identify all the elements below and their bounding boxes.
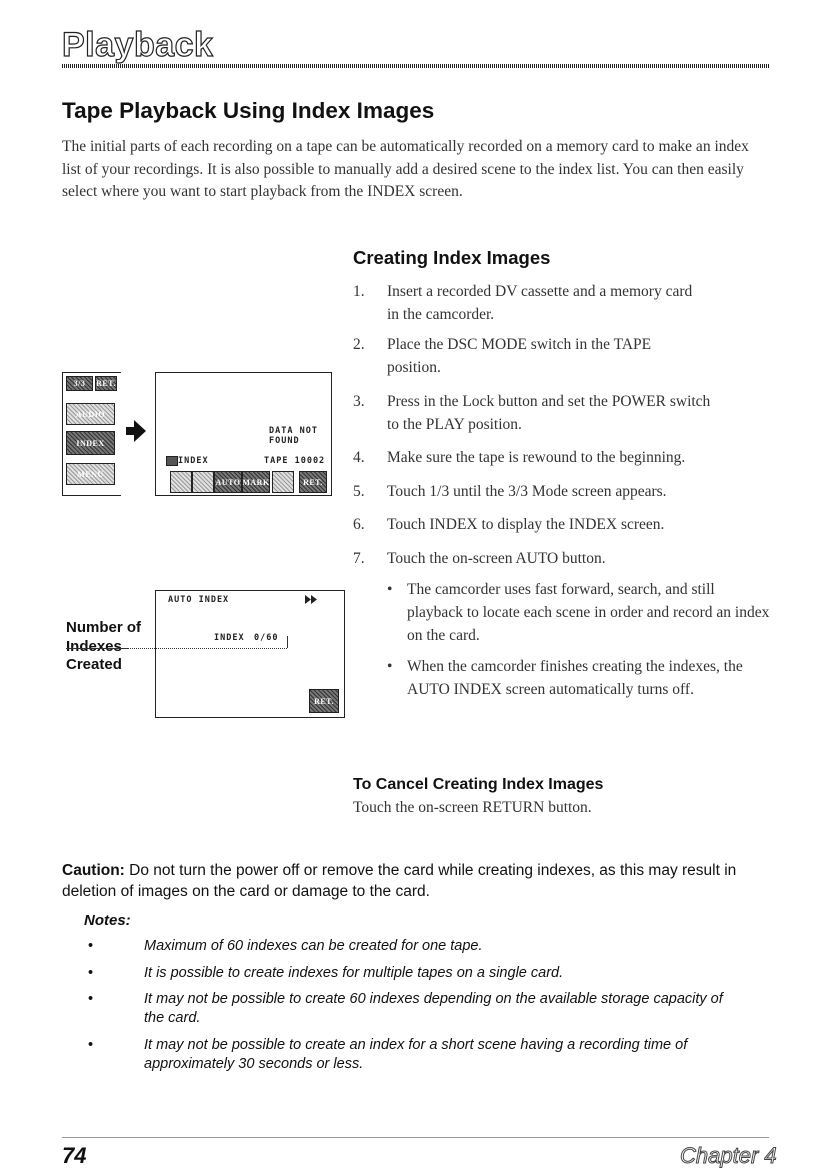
callout-dotted-line bbox=[128, 648, 287, 649]
note-item: • Maximum of 60 indexes can be created for one tape. bbox=[88, 938, 483, 954]
data-not-found-line2: FOUND bbox=[269, 436, 300, 446]
notes-title: Notes: bbox=[84, 912, 131, 929]
index-counter-value: 0/60 bbox=[254, 633, 279, 643]
steps-list bbox=[353, 280, 773, 701]
step-bullet: • When the camcorder finishes creating the indexes, the AUTO INDEX screen automatically turns off. bbox=[387, 658, 743, 698]
auto-button[interactable]: AUTO bbox=[214, 471, 242, 493]
note-item: • It may not be possible to create 60 indexes depending on the available storage capacity of the card. bbox=[88, 991, 723, 1026]
step-item: 1. Insert a recorded DV cassette and a memory card in the camcorder. bbox=[353, 283, 693, 323]
side-button-index[interactable]: INDEX bbox=[66, 431, 115, 455]
arrow-right-icon bbox=[122, 418, 148, 444]
card-icon bbox=[166, 456, 178, 466]
step-item: 7. Touch the on-screen AUTO button. bbox=[353, 550, 606, 567]
header-title: Playback bbox=[62, 26, 214, 64]
fast-forward-icon bbox=[305, 595, 317, 604]
side-button-ret[interactable]: RET. bbox=[95, 376, 117, 391]
tape-label: TAPE 10002 bbox=[264, 456, 326, 466]
note-item: • It is possible to create indexes for multiple tapes on a single card. bbox=[88, 964, 564, 981]
caution-text: Do not turn the power off or remove the card while creating indexes, as this may result in deletion of images on the card or damage to the card. bbox=[62, 862, 737, 900]
auto-index-title: AUTO INDEX bbox=[168, 595, 230, 605]
side-button-3-3[interactable]: 3/3 bbox=[66, 376, 93, 391]
step-item: 2. Place the DSC MODE switch in the TAPE position. bbox=[353, 336, 652, 376]
side-button-menu[interactable]: MENU bbox=[66, 463, 115, 485]
ret-button[interactable]: RET. bbox=[299, 471, 327, 493]
cancel-title: To Cancel Creating Index Images bbox=[353, 776, 604, 793]
footer-rule bbox=[62, 1137, 769, 1138]
section-title: Tape Playback Using Index Images bbox=[62, 98, 435, 123]
header-rule bbox=[62, 64, 769, 68]
auto-index-ret-button[interactable]: RET. bbox=[309, 689, 339, 713]
step-item: 4. Make sure the tape is rewound to the beginning. bbox=[353, 449, 686, 466]
step-item: 6. Touch INDEX to display the INDEX screen. bbox=[353, 516, 665, 533]
auto-index-screen bbox=[155, 590, 345, 718]
step-item: 3. Press in the Lock button and set the POWER switch to the PLAY position. bbox=[353, 393, 711, 433]
mark-button[interactable]: MARK bbox=[242, 471, 270, 493]
data-not-found-line1: DATA NOT bbox=[269, 426, 318, 436]
chapter-label: Chapter 4 bbox=[680, 1143, 777, 1168]
index-label: INDEX bbox=[178, 456, 209, 466]
step-bullet: • The camcorder uses fast forward, search, and still playback to locate each scene in order and record an index on the card. bbox=[387, 581, 770, 644]
number-of-indexes-callout: Number of Indexes Created bbox=[66, 619, 141, 673]
side-button-panel bbox=[62, 372, 121, 496]
cancel-text: Touch the on-screen RETURN button. bbox=[353, 799, 592, 816]
index-counter-label: INDEX bbox=[214, 633, 245, 643]
intro-paragraph: The initial parts of each recording on a tape can be automatically recorded on a memory card to make an index list of your recordings. It is also possible to manually add a desired scene to the index list. You can then easily select where you want to start playback from the INDEX screen. bbox=[62, 138, 749, 200]
creating-index-title: Creating Index Images bbox=[353, 247, 551, 268]
callout-line bbox=[66, 648, 128, 649]
side-button-audio[interactable]: AUDIO bbox=[66, 403, 115, 425]
caution-paragraph bbox=[62, 860, 774, 902]
page-number: 74 bbox=[62, 1143, 87, 1168]
thumb-button-3[interactable] bbox=[272, 471, 294, 493]
index-screen bbox=[155, 372, 332, 496]
step-item: 5. Touch 1/3 until the 3/3 Mode screen appears. bbox=[353, 483, 667, 500]
thumb-button-2[interactable] bbox=[192, 471, 214, 493]
notes-list bbox=[84, 937, 744, 1081]
note-item: • It may not be possible to create an index for a short scene having a recording time of approximately 30 seconds or less. bbox=[88, 1036, 688, 1072]
caution-label: Caution: bbox=[62, 862, 125, 879]
thumb-button-1[interactable] bbox=[170, 471, 192, 493]
callout-pointer bbox=[287, 636, 288, 648]
